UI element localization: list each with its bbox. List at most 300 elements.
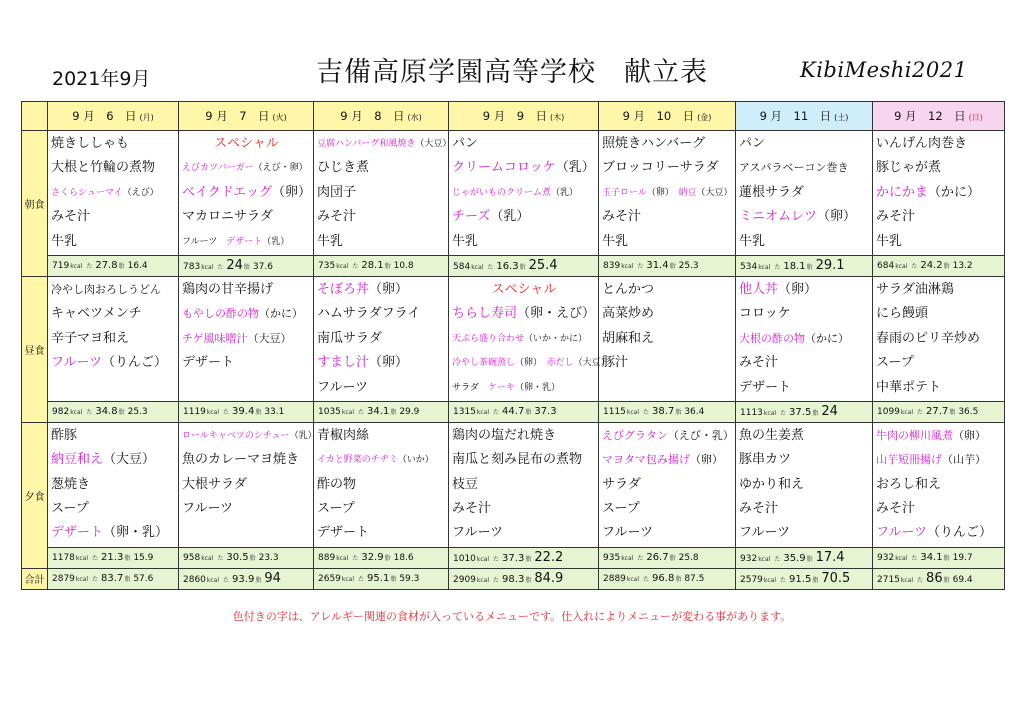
menu-item — [452, 302, 596, 326]
menu-cell — [599, 131, 736, 256]
menu-item — [876, 376, 1002, 400]
nutrition-fat: 25.3 — [678, 261, 699, 272]
allergen-note: （卵） — [515, 358, 538, 369]
menu-item — [739, 132, 870, 156]
menu-item — [317, 302, 446, 326]
nutrition-protein: 28.1 — [361, 260, 384, 272]
menu-item-text: 照焼きハンバーグ — [602, 136, 706, 151]
day-weekday: (日) — [968, 113, 983, 122]
menu-item-text: すまし汁 — [317, 355, 370, 371]
menu-item — [452, 181, 596, 205]
allergen-note: （卵・えび） — [517, 306, 596, 322]
unit-fat: 脂 — [390, 576, 397, 584]
menu-item-text: 胡麻和え — [602, 330, 655, 346]
menu-item — [51, 278, 176, 302]
menu-item-text: ゆかり和え — [739, 476, 805, 492]
unit-kcal: kcal — [476, 577, 490, 585]
nutrition-protein: 95.1 — [367, 573, 390, 585]
menu-item-text: 大根と竹輪の煮物 — [51, 160, 156, 176]
unit-protein: た — [86, 263, 93, 271]
menu-item-text: 肉団子 — [317, 184, 357, 200]
spacer — [538, 358, 547, 368]
unit-kcal: kcal — [895, 555, 908, 563]
unit-kcal: kcal — [626, 409, 640, 417]
nutrition-kcal: 935 — [603, 553, 621, 564]
unit-protein: た — [86, 409, 93, 417]
menu-item — [182, 132, 311, 156]
nutrition-protein: 32.9 — [361, 552, 384, 564]
menu-item — [602, 181, 733, 205]
allergen-note: （いか・かに） — [524, 333, 588, 344]
menu-item-text: フルーツ — [182, 501, 233, 517]
menu-item — [739, 376, 870, 400]
nutrition-kcal: 1178 — [52, 553, 75, 564]
nutrition-kcal: 783 — [183, 262, 201, 273]
menu-item — [182, 205, 311, 229]
allergen-note: （大豆） — [696, 187, 733, 198]
day-date: 9 月 11 日 — [759, 109, 832, 123]
menu-item — [452, 473, 596, 497]
menu-item-text: キャベツメンチ — [51, 306, 142, 322]
nutrition-protein: 93.9 — [232, 574, 255, 586]
day-weekday: (月) — [139, 113, 154, 122]
menu-item-text: 牛肉の柳川風煮 — [876, 428, 953, 442]
menu-item-text: ブロッコリーサラダ — [602, 160, 719, 176]
unit-protein: た — [637, 263, 644, 271]
menu-item — [602, 302, 733, 326]
menu-item — [452, 424, 596, 448]
menu-item — [452, 327, 596, 351]
menu-cell — [736, 131, 873, 256]
nutrition-protein: 37.5 — [789, 407, 812, 419]
nutrition-fat: 29.9 — [399, 407, 420, 418]
menu-item-text: とんかつ — [602, 281, 655, 297]
menu-item-text: スペシャル — [491, 281, 557, 297]
spacer — [669, 188, 678, 198]
nutrition-cell — [314, 255, 449, 276]
day-header — [314, 102, 449, 131]
menu-item — [876, 448, 1002, 472]
menu-item-text: みそ汁 — [452, 501, 492, 517]
unit-kcal: kcal — [341, 409, 355, 417]
menu-item — [602, 327, 733, 351]
day-weekday: (水) — [407, 113, 422, 122]
allergen-note: （卵） — [817, 209, 857, 225]
allergen-note: （乳） — [262, 236, 290, 247]
nutrition-protein: 30.5 — [226, 552, 249, 564]
nutrition-protein: 98.3 — [502, 574, 525, 586]
nutrition-protein: 24 — [226, 258, 243, 274]
menu-item — [317, 376, 446, 400]
nutrition-kcal: 839 — [603, 261, 621, 272]
unit-protein: た — [637, 555, 644, 563]
menu-item — [739, 302, 870, 326]
day-header — [736, 102, 873, 131]
breakfast-row — [22, 131, 1005, 256]
unit-protein: た — [487, 264, 494, 272]
menu-item-text: 冷やし肉おろしうどん — [51, 282, 161, 296]
nutrition-fat: 87.5 — [684, 574, 705, 585]
unit-fat: 脂 — [812, 577, 819, 585]
nutrition-protein: 21.3 — [101, 552, 124, 564]
unit-protein: た — [774, 556, 781, 564]
allergen-note: （卵） — [369, 281, 409, 297]
menu-item-text: ロールキャベツのシチュー — [182, 430, 290, 441]
year-month: 2021年9月 — [52, 68, 151, 90]
menu-item — [602, 278, 733, 302]
nutrition-fat: 57.6 — [133, 574, 154, 585]
menu-item-text: さくらシューマイ — [51, 187, 123, 198]
menu-item-text: 牛乳 — [876, 233, 903, 249]
allergen-note: （乳） — [555, 160, 595, 176]
nutrition-cell — [873, 255, 1005, 276]
menu-item-text: じゃがいものクリーム煮 — [452, 187, 552, 198]
nutrition-cell — [314, 568, 449, 589]
unit-protein: た — [358, 409, 365, 417]
menu-item-text: 牛乳 — [452, 233, 479, 249]
signature: KibiMeshi2021 — [800, 58, 968, 82]
allergen-note: （かに） — [805, 331, 849, 345]
unit-kcal: kcal — [476, 556, 490, 564]
menu-cell — [179, 276, 314, 401]
allergen-note: （乳） — [289, 430, 317, 441]
nutrition-cell — [736, 547, 873, 568]
unit-fat: 脂 — [669, 555, 676, 563]
allergen-note: （いか） — [397, 455, 434, 466]
nutrition-protein: 34.1 — [920, 552, 943, 564]
nutrition-cell — [599, 401, 736, 422]
menu-item-text: 納豆 — [678, 187, 697, 198]
menu-item — [452, 521, 596, 545]
nutrition-protein: 44.7 — [502, 406, 525, 418]
menu-item — [602, 448, 733, 472]
day-weekday: (金) — [697, 113, 712, 122]
allergen-note: （大豆） — [415, 139, 452, 149]
menu-item-text: 納豆和え — [51, 452, 104, 468]
unit-fat: 脂 — [390, 409, 397, 417]
menu-item — [876, 278, 1002, 302]
nutrition-protein: 91.5 — [789, 574, 812, 586]
unit-kcal: kcal — [621, 555, 634, 563]
nutrition-fat: 94 — [264, 571, 281, 587]
menu-item-text: 中華ポテト — [876, 379, 942, 395]
nutrition-cell — [599, 568, 736, 589]
menu-item — [182, 327, 311, 351]
menu-item-text: 玉子ロール — [602, 187, 647, 198]
menu-item — [876, 424, 1002, 448]
unit-fat: 脂 — [525, 409, 532, 417]
menu-item-text: そぼろ丼 — [317, 281, 370, 297]
menu-item — [317, 351, 446, 375]
unit-fat: 脂 — [384, 555, 391, 563]
menu-cell — [736, 422, 873, 547]
menu-item — [182, 376, 311, 400]
nutrition-fat: 23.3 — [258, 553, 279, 564]
unit-fat: 脂 — [949, 409, 956, 417]
menu-item-text: スープ — [602, 501, 640, 517]
unit-kcal: kcal — [70, 409, 83, 417]
nutrition-fat: 37.3 — [534, 406, 557, 418]
menu-cell — [314, 276, 449, 401]
nutrition-cell — [449, 568, 599, 589]
menu-item — [51, 327, 176, 351]
nutrition-fat: 10.8 — [393, 261, 414, 272]
unit-protein: た — [780, 577, 787, 585]
menu-item — [182, 181, 311, 205]
menu-item — [876, 351, 1002, 375]
menu-cell — [48, 422, 179, 547]
total-row — [22, 568, 1005, 589]
menu-item-text: 焼きししゃも — [51, 136, 130, 151]
menu-item-text: スープ — [876, 355, 914, 371]
unit-fat: 脂 — [669, 263, 676, 271]
nutrition-cell — [48, 547, 179, 568]
nutrition-kcal: 1035 — [318, 407, 341, 418]
nutrition-fat: 36.4 — [684, 407, 705, 418]
unit-protein: た — [643, 409, 650, 417]
nutrition-kcal: 735 — [318, 261, 336, 272]
menu-item-text: デザート — [226, 236, 263, 247]
menu-item — [739, 351, 870, 375]
menu-item — [739, 156, 870, 180]
menu-item — [51, 424, 176, 448]
allergen-note: （大豆） — [247, 331, 292, 345]
menu-item — [452, 132, 596, 156]
menu-item-text: 青椒肉絲 — [317, 427, 370, 443]
menu-item — [602, 376, 733, 400]
unit-protein: た — [92, 555, 99, 563]
unit-kcal: kcal — [206, 577, 220, 585]
menu-item-text: スープ — [317, 501, 355, 517]
menu-item-text: もやしの酢の物 — [182, 307, 259, 321]
unit-fat: 脂 — [118, 409, 125, 417]
menu-item-text: チゲ風味噌汁 — [182, 331, 248, 345]
unit-kcal: kcal — [341, 576, 355, 584]
menu-item — [452, 448, 596, 472]
menu-item-text: みそ汁 — [739, 355, 779, 371]
nutrition-cell — [179, 568, 314, 589]
menu-item — [51, 448, 176, 472]
menu-cell — [449, 276, 610, 401]
menu-cell — [599, 422, 736, 547]
day-date: 9 月 6 日 — [72, 109, 137, 123]
menu-item — [51, 302, 176, 326]
nutrition-protein: 96.8 — [652, 573, 675, 585]
menu-item — [182, 521, 311, 545]
menu-item — [182, 424, 317, 448]
unit-kcal: kcal — [900, 577, 914, 585]
menu-item — [182, 156, 311, 180]
menu-item-text: 高菜炒め — [602, 306, 655, 322]
menu-item — [602, 230, 733, 254]
menu-item-text: パン — [452, 136, 479, 151]
day-header — [179, 102, 314, 131]
menu-item-text: パン — [739, 136, 766, 151]
nutrition-kcal: 2579 — [740, 575, 763, 586]
menu-item-text: フルーツ — [739, 525, 790, 541]
menu-item — [51, 497, 176, 521]
unit-protein: た — [911, 263, 918, 271]
menu-item-text: ベイクドエッグ — [182, 184, 272, 200]
unit-fat: 脂 — [124, 576, 131, 584]
menu-item — [317, 230, 446, 254]
menu-cell — [449, 131, 599, 256]
menu-cell — [736, 276, 873, 401]
nutrition-cell — [873, 568, 1005, 589]
menu-cell — [873, 422, 1005, 547]
unit-kcal: kcal — [621, 263, 634, 271]
menu-item — [452, 497, 596, 521]
unit-kcal: kcal — [626, 576, 640, 584]
menu-item-text: 南瓜と刻み昆布の煮物 — [452, 452, 583, 468]
menu-item-text: えびカツバーガー — [182, 163, 254, 174]
total-label: 合計 — [22, 568, 48, 589]
menu-item-text: フルーツ — [51, 355, 102, 371]
page-title: 吉備高原学園高等学校 献立表 — [316, 57, 708, 88]
menu-item — [51, 205, 176, 229]
nutrition-protein: 34.8 — [95, 406, 118, 418]
nutrition-cell — [736, 255, 873, 276]
menu-item-text: サラダ — [602, 476, 641, 492]
unit-protein: た — [643, 576, 650, 584]
menu-item-text: ちらし寿司 — [452, 306, 518, 322]
nutrition-protein: 34.1 — [367, 406, 390, 418]
menu-item — [739, 424, 870, 448]
unit-fat: 脂 — [806, 264, 813, 272]
menu-cell — [873, 276, 1005, 401]
unit-fat: 脂 — [943, 555, 950, 563]
nutrition-fat: 25.4 — [528, 258, 558, 274]
unit-protein: た — [352, 555, 359, 563]
nutrition-cell — [314, 401, 449, 422]
menu-item — [452, 351, 610, 375]
nutrition-kcal: 584 — [453, 262, 471, 273]
unit-protein: た — [917, 409, 924, 417]
nutrition-fat: 69.4 — [952, 575, 973, 586]
allergen-note: （りんご） — [926, 525, 992, 541]
menu-item-text: デザート — [182, 355, 235, 371]
menu-item — [51, 132, 176, 156]
menu-item — [51, 376, 176, 400]
menu-item-text: サラダ油淋鶏 — [876, 281, 954, 297]
menu-cell — [314, 422, 449, 547]
menu-item-text: フルーツ — [876, 525, 927, 541]
unit-kcal: kcal — [75, 555, 89, 563]
menu-item-text: フルーツ — [317, 379, 368, 395]
allergen-note: （乳） — [551, 187, 579, 198]
nutrition-kcal: 2889 — [603, 574, 626, 585]
menu-item-text: 牛乳 — [317, 233, 344, 249]
nutrition-kcal: 889 — [318, 553, 336, 564]
menu-item — [739, 473, 870, 497]
nutrition-fat: 25.3 — [127, 407, 148, 418]
menu-item — [602, 497, 733, 521]
menu-cell — [48, 276, 179, 401]
nutrition-protein: 37.3 — [502, 553, 525, 565]
unit-protein: た — [774, 264, 781, 272]
day-weekday: (火) — [272, 113, 287, 122]
menu-item — [739, 181, 870, 205]
nutrition-cell — [873, 547, 1005, 568]
unit-fat: 脂 — [519, 264, 526, 272]
meal-label: 夕食 — [22, 422, 48, 568]
menu-item-text: イカと野菜のチヂミ — [317, 455, 398, 466]
nutrition-kcal: 534 — [740, 262, 758, 273]
menu-item-text: みそ汁 — [602, 209, 642, 225]
menu-item — [51, 521, 176, 545]
unit-protein: た — [217, 555, 224, 563]
nutrition-protein: 38.7 — [652, 406, 675, 418]
menu-item-text: デザート — [739, 379, 792, 395]
unit-fat: 脂 — [249, 555, 256, 563]
menu-item — [739, 278, 870, 302]
menu-item — [317, 327, 446, 351]
allergen-note: （卵） — [271, 184, 311, 200]
menu-cell — [873, 131, 1005, 256]
nutrition-cell — [48, 568, 179, 589]
day-weekday: (木) — [550, 113, 565, 122]
menu-item — [876, 327, 1002, 351]
menu-item-text: 豆腐ハンバーグ和風焼き — [317, 139, 416, 149]
menu-item — [602, 156, 733, 180]
menu-item-text: 鶏肉の甘辛揚げ — [182, 281, 274, 297]
meal-label: 朝食 — [22, 131, 48, 277]
menu-item-text: みそ汁 — [876, 501, 916, 517]
menu-item-text: ミニオムレツ — [739, 209, 818, 225]
menu-item-text: みそ汁 — [51, 209, 91, 225]
menu-item-text: 魚の生姜煮 — [739, 427, 805, 443]
menu-item — [51, 181, 176, 205]
nutrition-cell — [736, 401, 873, 422]
menu-item — [182, 230, 311, 254]
nutrition-protein: 31.4 — [646, 260, 669, 272]
allergen-note: （かに） — [928, 184, 981, 200]
unit-fat: 脂 — [384, 263, 391, 271]
corner-cell — [22, 102, 48, 131]
allergen-note: （卵） — [646, 187, 670, 198]
allergen-note: （えび・卵） — [253, 163, 308, 174]
menu-item — [317, 473, 446, 497]
menu-item — [602, 205, 733, 229]
menu-item — [452, 278, 596, 302]
menu-item — [876, 230, 1002, 254]
nutrition-protein: 24.2 — [920, 260, 943, 272]
nutrition-protein: 18.1 — [783, 261, 806, 273]
nutrition-cell — [449, 547, 599, 568]
nutrition-kcal: 2659 — [318, 574, 341, 585]
nutrition-fat: 13.2 — [952, 261, 973, 272]
allergen-note: （卵） — [369, 355, 409, 371]
menu-item — [317, 132, 452, 156]
day-header — [599, 102, 736, 131]
day-header — [873, 102, 1005, 131]
menu-item-text: 冷やし茶碗蒸し — [452, 358, 516, 369]
menu-item-text: クリームコロッケ — [452, 160, 556, 176]
allergen-note: （卵・乳） — [514, 382, 560, 393]
nutrition-protein: 35.9 — [783, 553, 806, 565]
menu-cell — [599, 276, 736, 401]
day-date: 9 月 10 日 — [622, 109, 695, 123]
unit-kcal: kcal — [763, 410, 777, 418]
unit-protein: た — [223, 409, 230, 417]
unit-protein: た — [917, 577, 924, 585]
nutrition-cell — [48, 401, 179, 422]
nutrition-kcal: 684 — [877, 261, 895, 272]
menu-item-text: みそ汁 — [739, 501, 779, 517]
menu-item-text: 大根の酢の物 — [739, 331, 805, 345]
unit-fat: 脂 — [255, 409, 262, 417]
menu-item — [182, 351, 311, 375]
